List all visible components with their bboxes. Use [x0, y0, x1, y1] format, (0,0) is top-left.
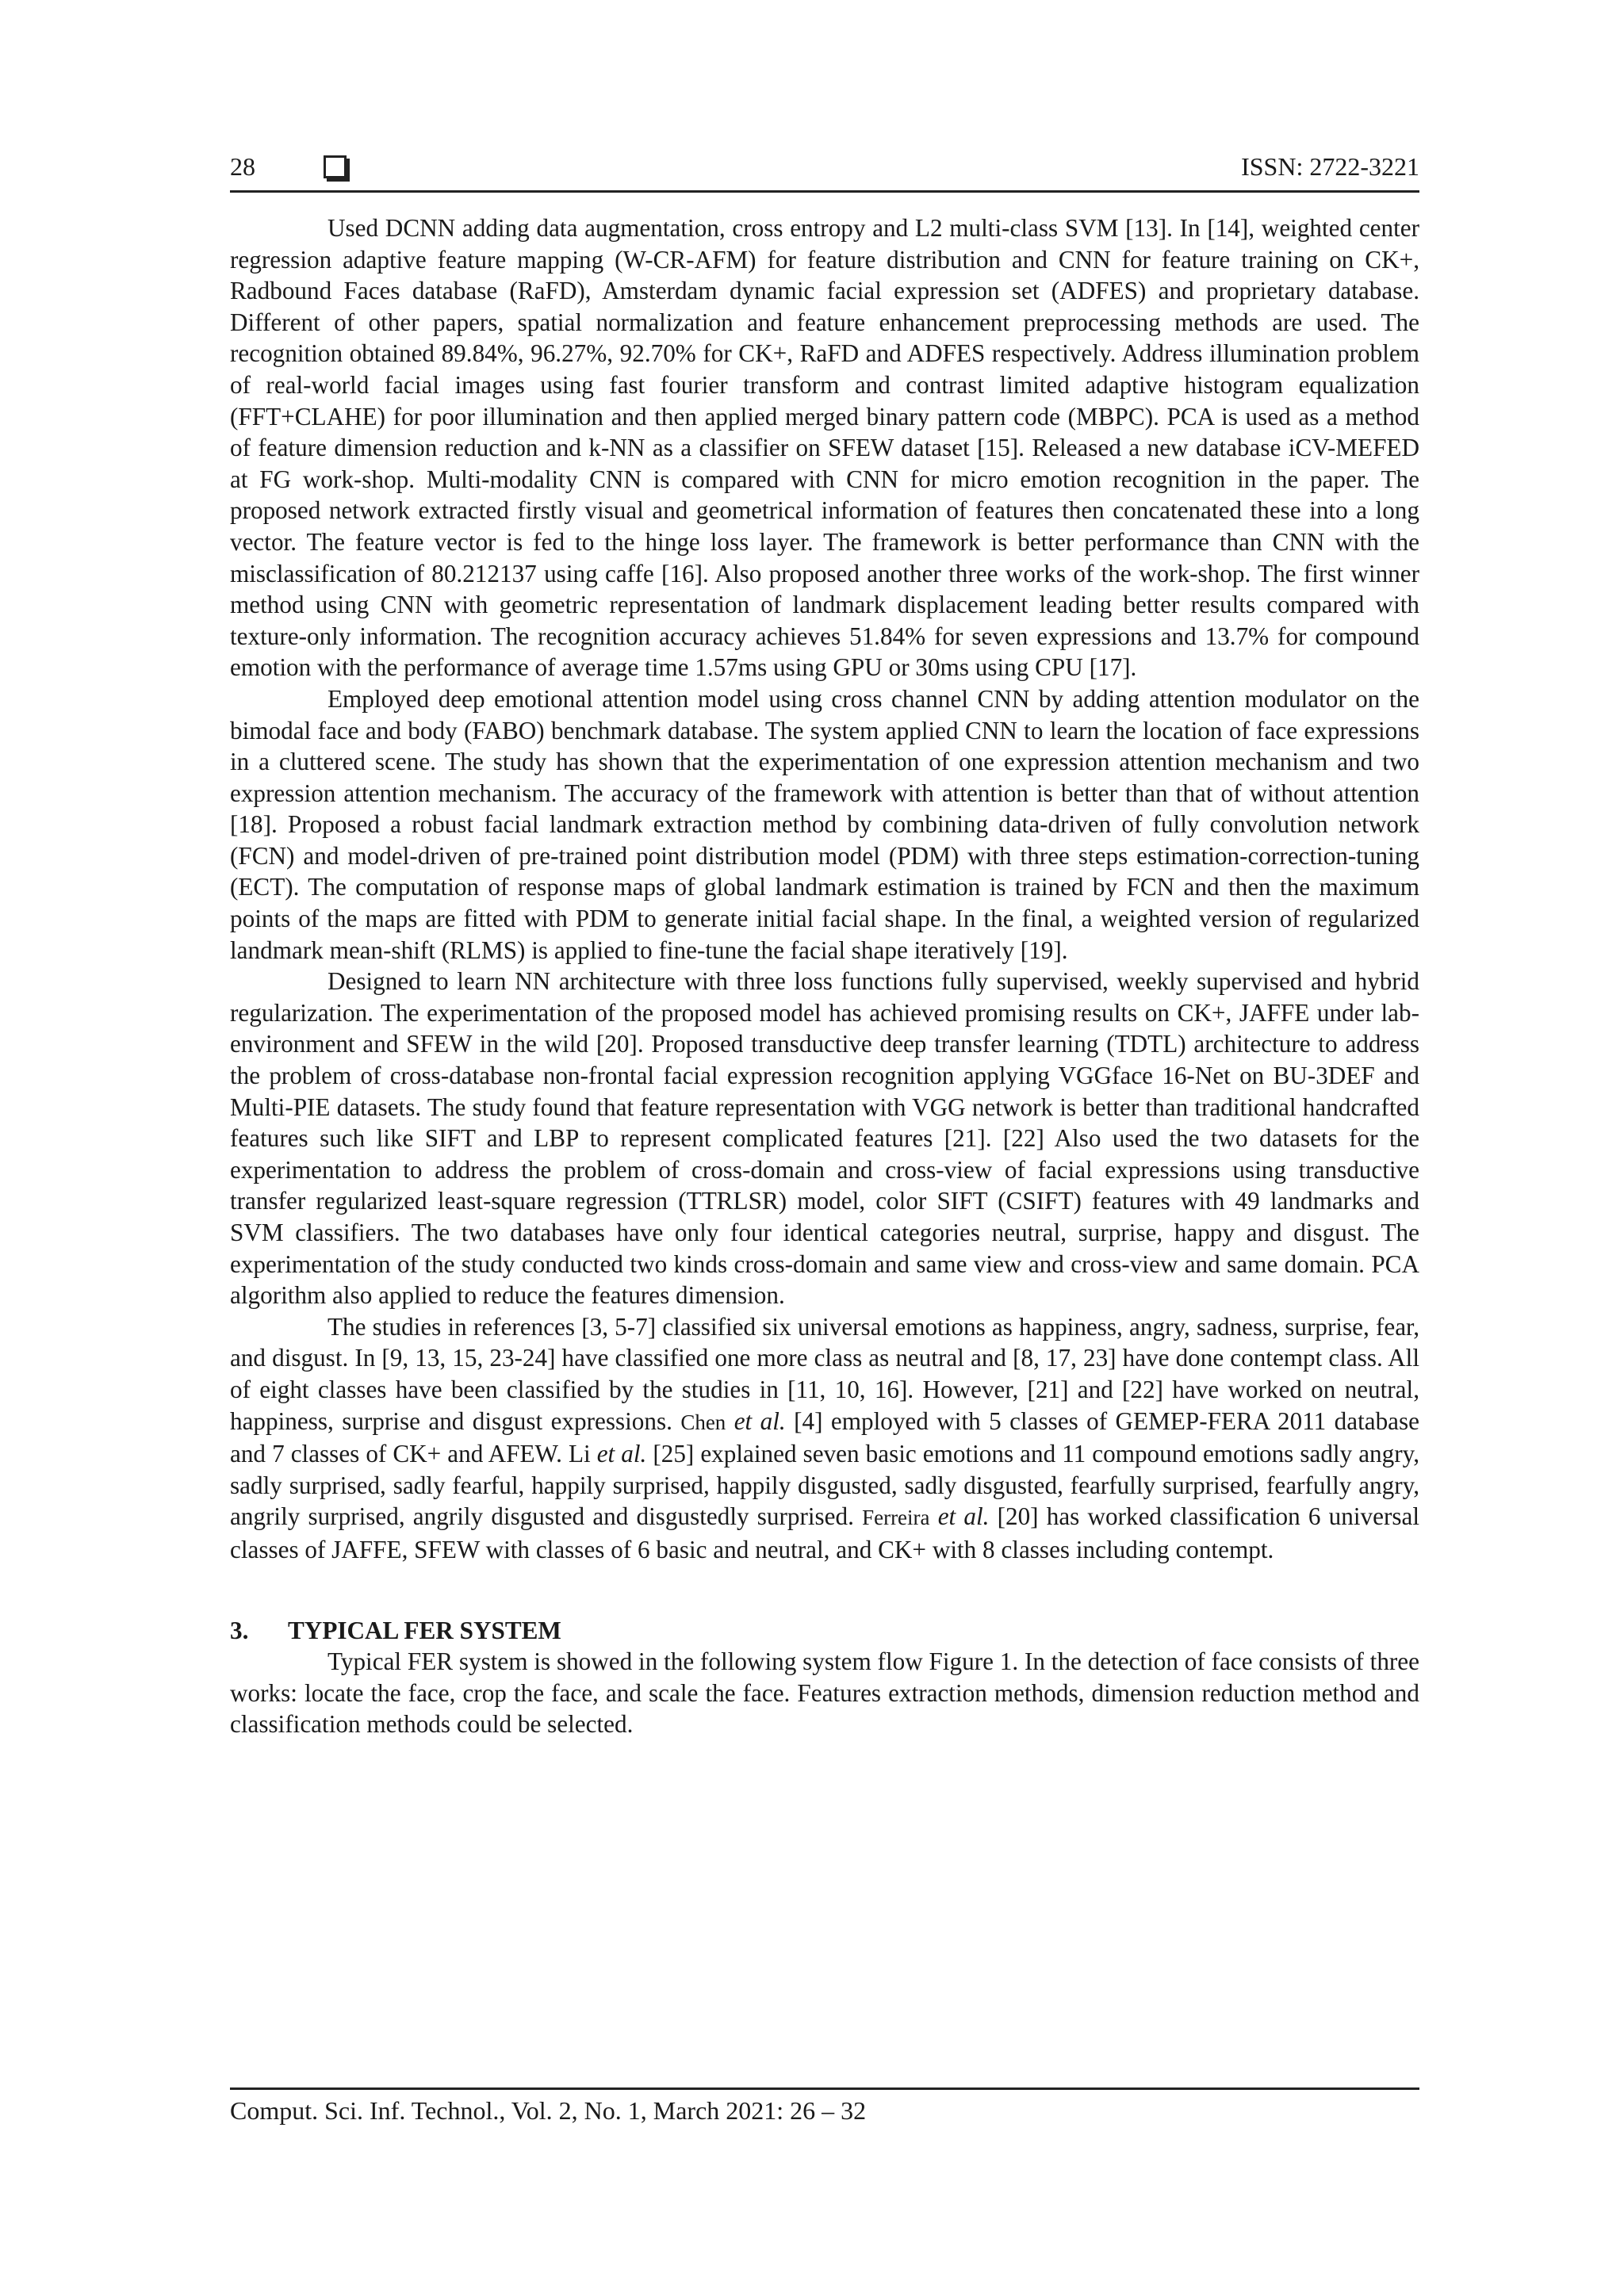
section-number: 3.: [230, 1616, 249, 1644]
checkbox-square-icon: [324, 155, 347, 178]
paragraph-4: [230, 1311, 1419, 1566]
page-footer: [230, 2087, 1419, 2126]
article-body: [230, 212, 1419, 1740]
paragraph-4-text-3: [25] explained seven basic emotions and 11 compound emotions sadly angry, sadly surprised, sadly fearful, happily surprised, happily disgusted, sadly disgusted, fearfully surprised, fearfully angry, angrily surprised, angrily disgusted and disgustedly surprised.: [230, 1440, 1419, 1531]
et-al-ferreira: et al.: [937, 1502, 990, 1531]
paragraph-4-text-1: The studies in references [3, 5-7] classified six universal emotions as happiness, angry, sadness, surprise, fear, and disgust. In [9, 13, 15, 23-24] have classified one more class as neutral and [8, 17, 23] have done contempt class. All of eight classes have been classified by the studies in [11, 10, 16]. However, [21] and [22] have worked on neutral, happiness, surprise and disgust expressions.: [230, 1312, 1419, 1435]
paragraph-3: Designed to learn NN architecture with three loss functions fully supervised, weekly supervised and hybrid regularization. The experimentation of the proposed model has achieved promising results on CK+, JAFFE under lab-environment and SFEW in the wild [20]. Proposed transductive deep transfer learning (TDTL) architecture to address the problem of cross-database non-frontal facial expression recognition applying VGGface 16-Net on BU-3DEF and Multi-PIE datasets. The study found that feature representation with VGG network is better than traditional handcrafted features such like SIFT and LBP to represent complicated features [21]. [22] Also used the two datasets for the experimentation to address the problem of cross-domain and cross-view of facial expressions using transductive transfer regularized least-square regression (TTRLSR) model, color SIFT (CSIFT) features with 49 landmarks and SVM classifiers. The two databases have only four identical categories neutral, surprise, happy and disgust. The experimentation of the study conducted two kinds cross-domain and same view and cross-view and same domain. PCA algorithm also applied to reduce the features dimension.: [230, 967, 1419, 1310]
page-header: [230, 152, 1419, 193]
author-ferreira: Ferreira: [862, 1506, 930, 1530]
footer-citation: Comput. Sci. Inf. Technol., Vol. 2, No. 1, March 2021: 26 – 32: [230, 2096, 867, 2125]
et-al-li: et al.: [596, 1440, 647, 1468]
author-chen: Chen: [680, 1410, 726, 1434]
section-title: TYPICAL FER SYSTEM: [288, 1616, 561, 1644]
et-al-chen: et al.: [733, 1406, 786, 1435]
paragraph-2: Employed deep emotional attention model using cross channel CNN by adding attention modulator on the bimodal face and body (FABO) benchmark database. The system applied CNN to learn the location of face expressions in a cluttered scene. The study has shown that the experimentation of one expression attention mechanism and two expression attention mechanism. The accuracy of the framework with attention is better than that of without attention [18]. Proposed a robust facial landmark extraction method by combining data-driven of fully convolution network (FCN) and model-driven of pre-trained point distribution model (PDM) with three steps estimation-correction-tuning (ECT). The computation of response maps of global landmark estimation is trained by FCN and then the maximum points of the maps are fitted with PDM to generate initial facial shape. In the final, a weighted version of regularized landmark mean-shift (RLMS) is applied to fine-tune the facial shape iteratively [19].: [230, 684, 1419, 964]
section-paragraph: Typical FER system is showed in the following system flow Figure 1. In the detection of face consists of three works: locate the face, crop the face, and scale the face. Features extraction methods, dimension reduction method and classification methods could be selected.: [230, 1647, 1419, 1739]
page-number: 28: [230, 152, 255, 181]
section-heading: [230, 1615, 1419, 1647]
paragraph-1: Used DCNN adding data augmentation, cross entropy and L2 multi-class SVM [13]. In [14], weighted center regression adaptive feature mapping (W-CR-AFM) for feature distribution and CNN for feature training on CK+, Radbound Faces database (RaFD), Amsterdam dynamic facial expression set (ADFES) and proprietary database. Different of other papers, spatial normalization and feature enhancement preprocessing methods are used. The recognition obtained 89.84%, 96.27%, 92.70% for CK+, RaFD and ADFES respectively. Address illumination problem of real-world facial images using fast fourier transform and contrast limited adaptive histogram equalization (FFT+CLAHE) for poor illumination and then applied merged binary pattern code (MBPC). PCA is used as a method of feature dimension reduction and k-NN as a classifier on SFEW dataset [15]. Released a new database iCV-MEFED at FG work-shop. Multi-modality CNN is compared with CNN for micro emotion recognition in the paper. The proposed network extracted firstly visual and geometrical information of features then concatenated these into a long vector. The feature vector is fed to the hinge loss layer. The framework is better performance than CNN with the misclassification of 80.212137 using caffe [16]. Also proposed another three works of the work-shop. The first winner method using CNN with geometric representation of landmark displacement leading better results compared with texture-only information. The recognition accuracy achieves 51.84% for seven expressions and 13.7% for compound emotion with the performance of average time 1.57ms using GPU or 30ms using CPU [17].: [230, 214, 1419, 682]
issn-label: ISSN: 2722-3221: [1241, 152, 1419, 181]
paragraph-4-text-4: [20] has worked classification 6 universal classes of JAFFE, SFEW with classes of 6 basic and neutral, and CK+ with 8 classes including contempt.: [230, 1502, 1419, 1563]
paragraph-4-text-2: [4] employed with 5 classes of GEMEP-FERA 2011 database and 7 classes of CK+ and AFEW. Li: [230, 1406, 1419, 1468]
